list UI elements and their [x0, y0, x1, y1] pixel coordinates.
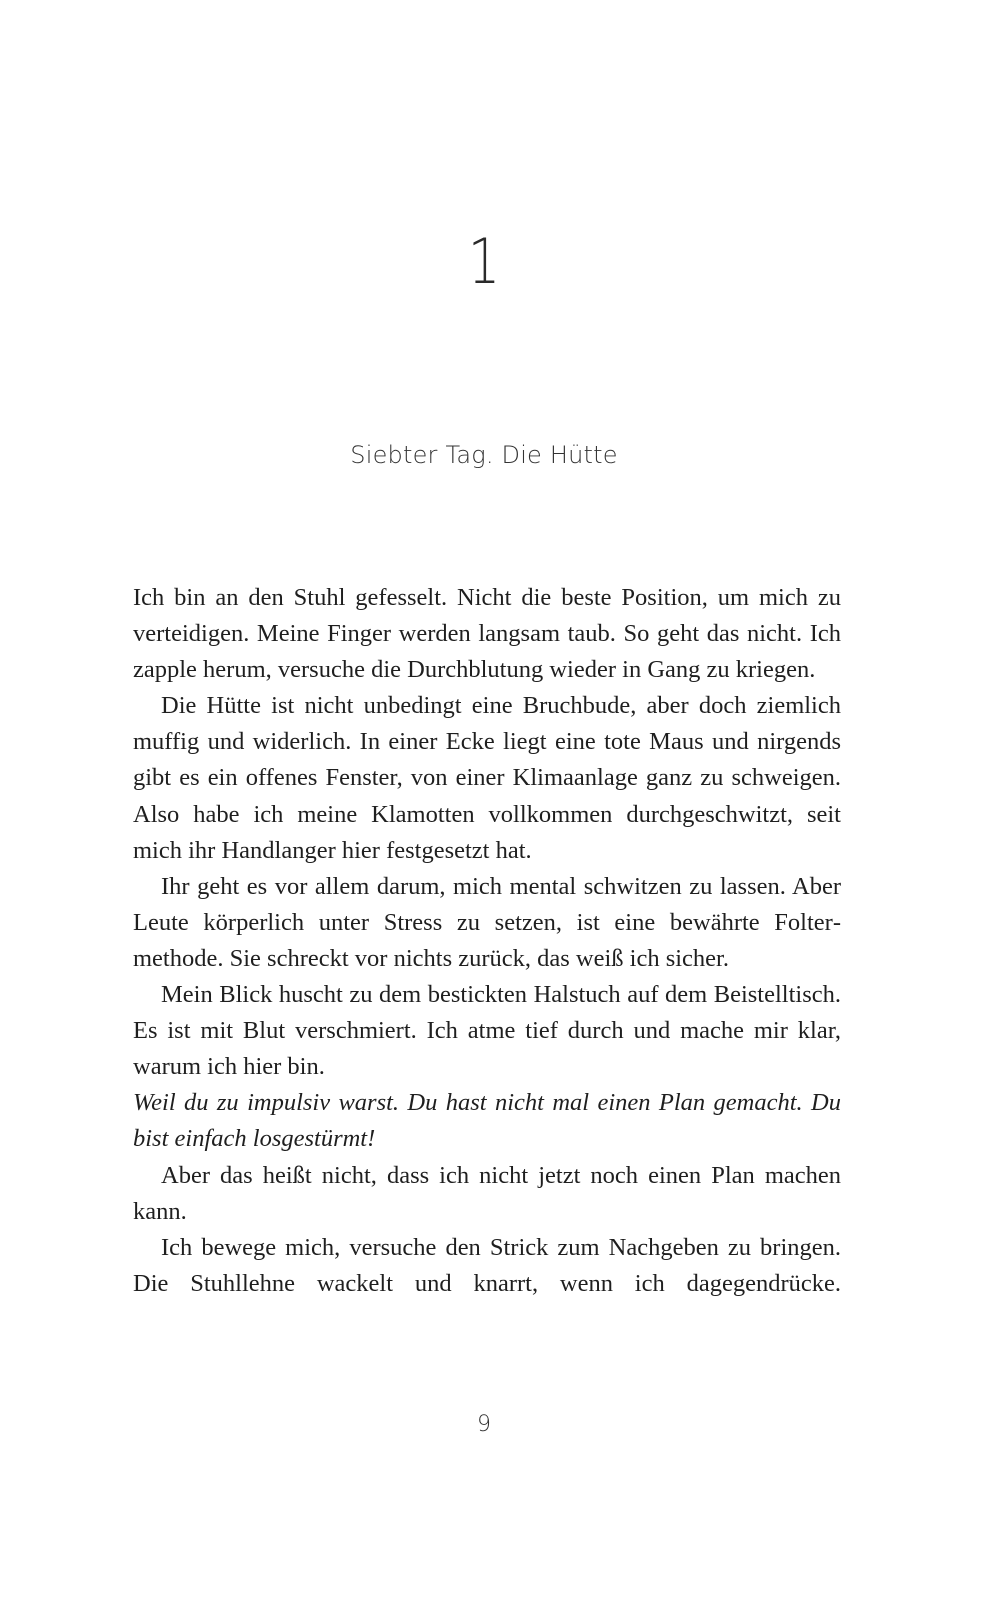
paragraph: Mein Blick huscht zu dem bestickten Halstuch auf dem Beistelltisch. Es ist mit Blut verschmiert. Ich atme tief durch und mache mir klar, warum ich hier bin.	[133, 981, 841, 1081]
paragraph: Aber das heißt nicht, dass ich nicht jetzt noch einen Plan machen kann.	[133, 1161, 841, 1225]
chapter-title: Siebter Tag. Die Hütte	[350, 441, 618, 469]
chapter-body	[133, 580, 841, 1302]
paragraph: Ich bewege mich, versuche den Strick zum Nachgeben zu bringen. Die Stuhllehne wackelt und knarrt, wenn ich dagegendrücke.	[133, 1233, 841, 1297]
italic-thought: Weil du zu impulsiv warst. Du hast nicht mal einen Plan gemacht. Du bist einfach losgestürmt!	[133, 1089, 841, 1153]
paragraph: Ihr geht es vor allem darum, mich mental schwitzen zu lassen. Aber Leute körperlich unter Stress zu setzen, ist eine bewährte Foltermethode. Sie schreckt vor nichts zurück, das weiß ich sicher.	[133, 872, 841, 972]
paragraph: Ich bin an den Stuhl gefesselt. Nicht die beste Position, um mich zu verteidigen. Meine Finger werden langsam taub. So geht das nicht. Ich zapple herum, versuche die Durchblutung wieder in Gang zu kriegen.	[133, 584, 841, 684]
paragraph: Die Hütte ist nicht unbedingt eine Bruchbude, aber doch ziemlich muffig und widerlich. In einer Ecke liegt eine tote Maus und nirgends gibt es ein offenes Fenster, von einer Klimaanlage ganz zu schweigen. Also habe ich meine Klamotten vollkommen durchgeschwitzt, seit mich ihr Handlanger hier festgesetzt hat.	[133, 692, 841, 864]
chapter-number: 1	[467, 225, 501, 298]
page-number: 9	[477, 1412, 491, 1437]
